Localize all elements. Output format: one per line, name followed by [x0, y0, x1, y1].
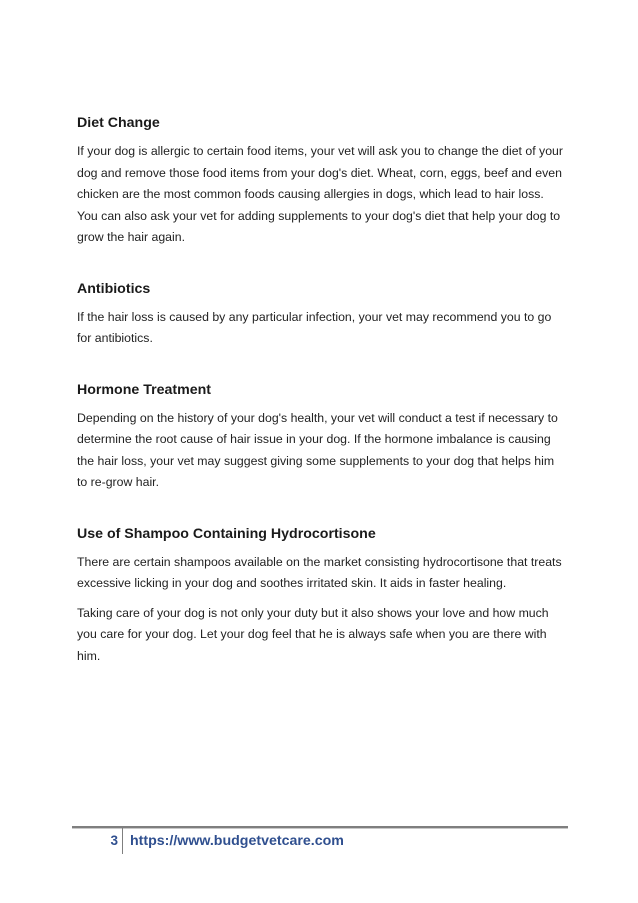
- page-number: 3: [110, 833, 118, 848]
- section-shampoo-hydrocortisone: [77, 524, 567, 668]
- footer-separator: [122, 828, 123, 854]
- footer-website-link[interactable]: https://www.budgetvetcare.com: [130, 833, 344, 849]
- closing-paragraph: Taking care of your dog is not only your duty but it also shows your love and how much you care for your dog. Let your dog feel that he is always safe when you are there with him.: [77, 605, 549, 663]
- section-paragraph: If your dog is allergic to certain food items, your vet will ask you to change the diet of your dog and remove those food items from your dog's diet. Wheat, corn, eggs, beef and even chicken are the most common foods causing allergies in dogs, which lead to hair loss. You can also ask your vet for adding supplements to your dog's diet that help your dog to grow the hair again.: [77, 144, 563, 244]
- section-heading: Diet Change: [77, 115, 160, 131]
- section-heading: Antibiotics: [77, 280, 151, 297]
- section-hormone-treatment: [77, 380, 567, 494]
- section-paragraph: There are certain shampoos available on the market consisting hydrocortisone that treats excessive licking in your dog and soothes irritated skin. It aids in faster healing.: [77, 554, 562, 590]
- section-diet-change: [77, 113, 567, 249]
- section-paragraph: If the hair loss is caused by any particular infection, your vet may recommend you to go for antibiotics.: [77, 309, 552, 345]
- section-heading: Hormone Treatment: [77, 381, 212, 398]
- page-footer: [72, 826, 568, 856]
- page-content: [77, 113, 567, 675]
- section-antibiotics: [77, 279, 567, 350]
- section-heading: Use of Shampoo Containing Hydrocortisone: [77, 525, 376, 542]
- section-paragraph: Depending on the history of your dog's health, your vet will conduct a test if necessary to determine the root cause of hair issue in your dog. If the hormone imbalance is causing the hair loss, your vet may suggest giving some supplements to your dog that helps him to re-grow hair.: [77, 410, 558, 489]
- footer-divider: [72, 826, 568, 828]
